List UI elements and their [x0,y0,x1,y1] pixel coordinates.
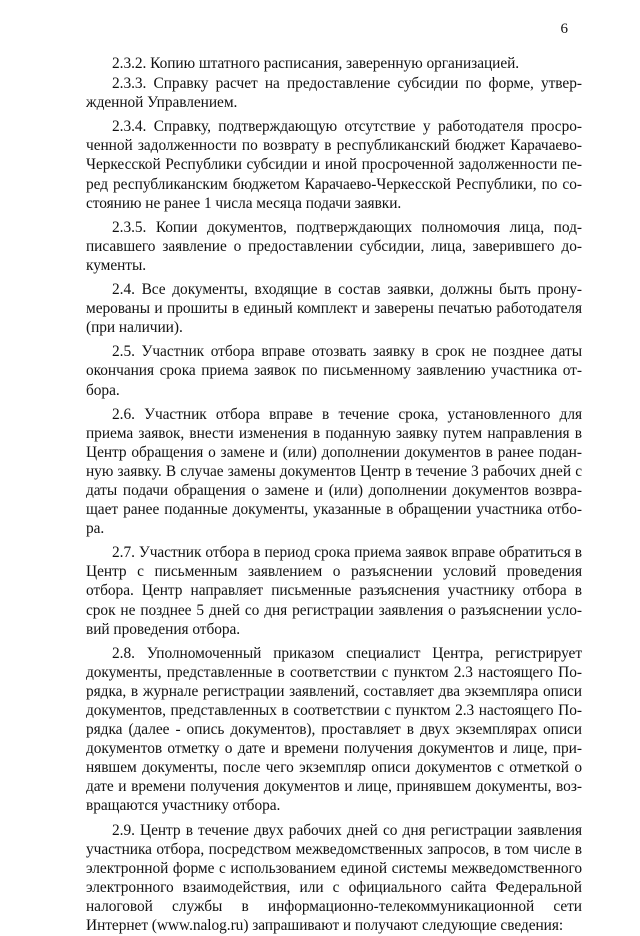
paragraph-2-8: 2.8. Уполномоченный приказом специалист Центра, регистрирует документы, представленные в соответствии с пунктом 2.3 настоящего Порядка, в журнале регистрации заявлений, составляет два экземпляра описи документов, представленных в соответствии с пунктом 2.3 настоящего Порядка (далее - опись документов), проставляет в двух экземплярах описи документов отметку о дате и времени получения документов и лице, принявшем документы, после чего экземпляр описи документов с отметкой о дате и времени получения документов и лице, принявшем документы, возвращаются участнику отбора. [86,644,582,815]
document-body [86,54,582,936]
paragraph-2-4: 2.4. Все документы, входящие в состав заявки, должны быть пронумерованы и прошиты в единый комплект и заверены печатью работодателя (при наличии). [86,281,582,337]
paragraph-2-6: 2.6. Участник отбора вправе в течение срока, установленного для приема заявок, внести изменения в поданную заявку путем направления в Центр обращения о замене и (или) дополнении документов в ранее поданную заявку. В случае замены документов Центр в течение 3 рабочих дней с даты подачи обращения о замене и (или) дополнении документов возвращает ранее поданные документы, указанные в обращении участника отбора. [86,405,582,538]
paragraph-2-7: 2.7. Участник отбора в период срока приема заявок вправе обратиться в Центр с письменным заявлением о разъяснении условий проведения отбора. Центр направляет письменные разъяснения участнику отбора в срок не позднее 5 дней со дня регистрации заявления о разъяснении условий проведения отбора. [86,544,582,638]
paragraph-2-3-3: 2.3.3. Справку расчет на предоставление субсидии по форме, утвержденной Управлением. [86,75,582,112]
paragraph-2-5: 2.5. Участник отбора вправе отозвать заявку в срок не позднее даты окончания срока приема заявок по письменному заявлению участника отбора. [86,343,582,399]
page-number: 6 [560,21,568,37]
paragraph-2-3-5: 2.3.5. Копии документов, подтверждающих полномочия лица, подписавшего заявление о предоставлении субсидии, лица, заверившего документы. [86,218,582,274]
paragraph-2-3-4: 2.3.4. Справку, подтверждающую отсутствие у работодателя просроченной задолженности по возврату в республиканский бюджет Карачаево-Черкесской Республики субсидии и иной просроченной задолженности перед республиканским бюджетом Карачаево-Черкесской Республики, по состоянию не ранее 1 числа месяца подачи заявки. [86,118,582,212]
paragraph-2-3-2: 2.3.2. Копию штатного расписания, заверенную организацией. [112,55,520,72]
paragraph-2-9: 2.9. Центр в течение двух рабочих дней со дня регистрации заявления участника отбора, посредством межведомственных запросов, в том числе в электронной форме с использованием единой системы межведомственного электронного взаимодействия, или с официального сайта Федеральной налоговой службы в информационно-телекоммуникационной сети Интернет (www.nalog.ru) запрашивают и получают следующие сведения: [86,821,582,935]
